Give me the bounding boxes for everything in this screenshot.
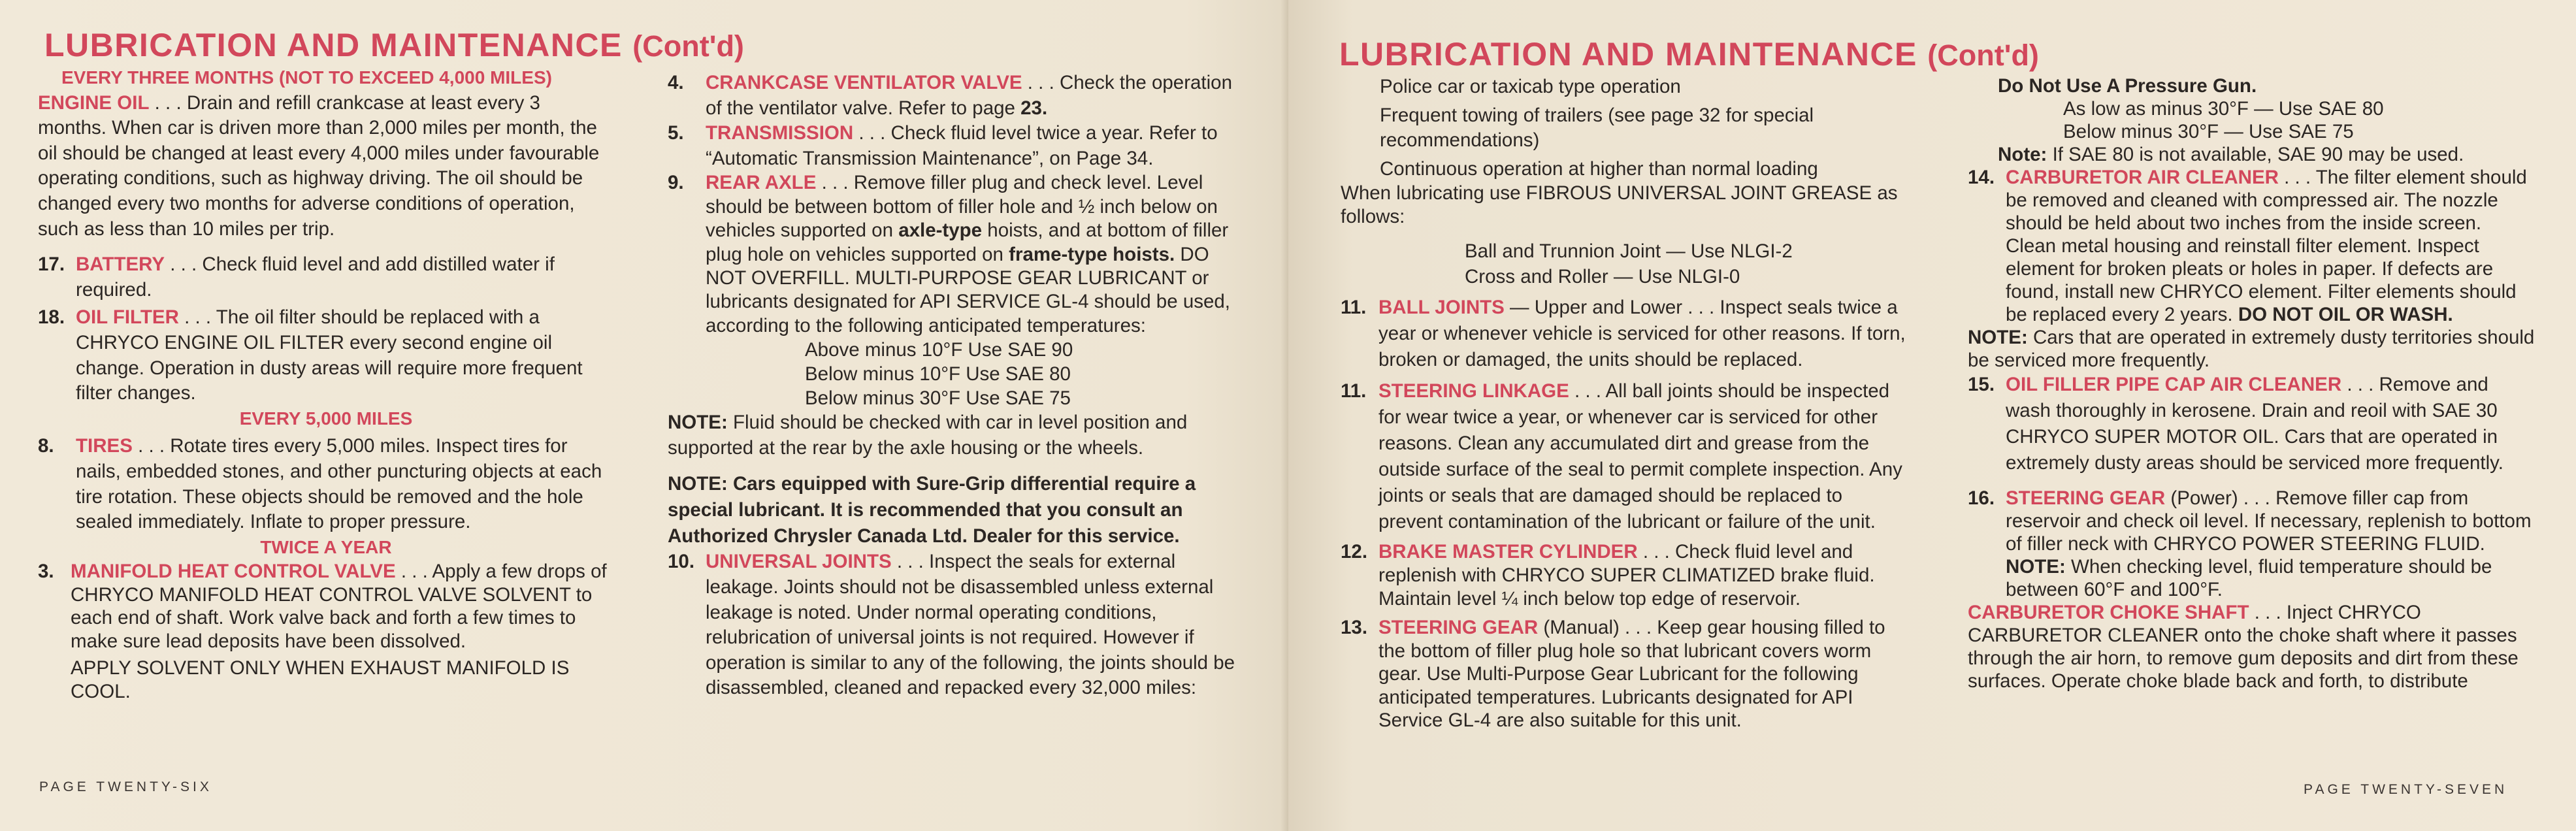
item-text: . . . Apply a few drops of CHRYCO MANIFOLD HEAT CONTROL VALVE SOLVENT to each end of shaft. Work valve back and forth a few times to make sure lead deposits have been dissolved. — [71, 561, 607, 652]
temp-row: Below minus 10°F Use SAE 80 — [805, 363, 1071, 385]
item-text: — Upper and Lower . . . Inspect seals twice a year or whenever vehicle is serviced for other reasons. If torn, broken or damaged, the units should be replaced. — [1378, 297, 1906, 371]
item-text: . . . Remove and wash thoroughly in kerosene. Drain and reoil with SAE 30 CHRYCO SUPER MOTOR OIL. Cars that are operated in extremely dusty areas should be serviced more frequently. — [2006, 374, 2503, 474]
item-15-oil-filler-cap-cleaner — [1968, 372, 2536, 476]
item-heading: TRANSMISSION — [706, 122, 854, 144]
item-text: . . . Inspect the seals for external leakage. Joints should not be disassembled unless external leakage is noted. Under normal operating conditions, relubrication of universal joints is not required. However if operation is similar to any of the following, the joints should be disassembled, cleaned and repacked every 32,000 miles: — [706, 551, 1235, 699]
item-text: . . . Check fluid level and add distilled water if required. — [76, 253, 555, 301]
item-16-steering-gear-power — [1968, 487, 2536, 555]
note-label: Note: — [1998, 144, 2047, 165]
item-number: 15. — [1968, 374, 1995, 395]
note-sure-grip: NOTE: Cars equipped with Sure-Grip differential require a special lubricant. It is recommended that you consult an Authorized Chrysler Canada Ltd. Dealer for this service. — [668, 473, 1196, 547]
title-main: LUBRICATION AND MAINTENANCE — [1339, 36, 1917, 73]
item-warning-text: APPLY SOLVENT ONLY WHEN EXHAUST MANIFOLD IS COOL. — [71, 657, 570, 702]
item-number: 16. — [1968, 487, 1995, 509]
low-temperature-table — [1968, 97, 2536, 143]
item-text: . . . Check the operation of the ventilator valve. Refer to page — [706, 72, 1232, 119]
note-text: If SAE 80 is not available, SAE 90 may be used. — [2047, 144, 2464, 165]
item-heading: STEERING GEAR — [2006, 487, 2166, 509]
item-heading: BATTERY — [76, 253, 165, 276]
item-text: . . . Check fluid level and replenish with CHRYCO SUPER CLIMATIZED brake fluid. Maintain level ¼ inch below top edge of reservoir. — [1378, 541, 1875, 610]
item-text: . . . Remove filler cap from reservoir and check oil level. If necessary, replenish to bottom of filler neck with CHRYCO POWER STEERING FLUID. — [2006, 487, 2532, 555]
item-text: . . . The filter element should be removed and cleaned with compressed air. The nozzle should be held about two inches from the inside screen. Clean metal housing and reinstall filter element. Inspect element for broken pleats or holes in paper. If defects are found, install new CHRYCO element. Filter elements should be replaced every 2 years. — [2006, 167, 2527, 325]
item-text: . . . The oil filter should be replaced with a CHRYCO ENGINE OIL FILTER every second engine oil change. Operation in dusty areas will require more frequent filter changes. — [76, 306, 583, 404]
item-heading: BALL JOINTS — [1378, 297, 1505, 319]
item-heading: CARBURETOR AIR CLEANER — [2006, 167, 2279, 188]
item-heading: UNIVERSAL JOINTS — [706, 551, 892, 573]
note-sae — [1968, 143, 2536, 166]
item-number: 11. — [1341, 297, 1367, 319]
page-number-left: PAGE TWENTY-SIX — [39, 779, 212, 794]
item-number: 4. — [668, 72, 684, 93]
grease-list — [1341, 239, 1909, 289]
item-11-steering-linkage — [1341, 378, 1909, 535]
item-text: . . . Rotate tires every 5,000 miles. Inspect tires for nails, embedded stones, and other puncturing objects at each tire rotation. These objects should be removed and the hole sealed immediately. Inflate to proper pressure. — [76, 435, 602, 533]
carburetor-choke-shaft-entry — [1968, 601, 2536, 692]
item-number: 14. — [1968, 167, 1995, 188]
item-text: hoists, and at bottom of filler plug hole on vehicles supported on — [706, 220, 1229, 265]
right-column-2 — [1968, 74, 2536, 692]
page-title — [1339, 38, 2039, 71]
page-title — [44, 29, 744, 61]
item-text: . . . All ball joints should be inspected for wear twice a year, or whenever car is serviced for other reasons. Clean any accumulated dirt and grease from the outside surface of the seal to permit complete inspection. Any joints or seals that are damaged should be replaced to prevent contamination of the lubricant or failure of the unit. — [1378, 380, 1902, 533]
item-text: . . . Check fluid level twice a year. Refer to “Automatic Transmission Maintenance”, on Page 34. — [706, 122, 1218, 169]
grease-instruction: When lubricating use FIBROUS UNIVERSAL JOINT GREASE as follows: — [1341, 182, 1898, 227]
note-label: NOTE: — [668, 412, 728, 434]
right-page — [1288, 0, 2576, 831]
temperature-table — [668, 338, 1248, 410]
item-9-rear-axle — [668, 171, 1248, 338]
temp-row: Below minus 30°F Use SAE 75 — [805, 387, 1071, 410]
item-number: 3. — [38, 561, 54, 583]
temp-row: Above minus 10°F Use SAE 90 — [805, 339, 1073, 361]
item-number: 12. — [1341, 541, 1368, 563]
grease-item: Cross and Roller — Use NLGI-0 — [1465, 265, 1740, 287]
item-12-brake-master-cylinder — [1341, 540, 1909, 611]
item-text: DO NOT OVERFILL. MULTI-PURPOSE GEAR LUBRICANT or lubricants designated for API SERVICE GL-4 should be used, according to the following anticipated temperatures: — [706, 243, 1230, 336]
item-heading: OIL FILLER PIPE CAP AIR CLEANER — [2006, 374, 2342, 395]
right-column-1 — [1341, 74, 1909, 732]
temp-row: Below minus 30°F — Use SAE 75 — [2063, 121, 2354, 142]
item-heading: REAR AXLE — [706, 172, 817, 194]
temp-row: As low as minus 30°F — Use SAE 80 — [2063, 98, 2384, 120]
item-number: 10. — [668, 551, 695, 573]
item-heading: CARBURETOR CHOKE SHAFT — [1968, 602, 2249, 623]
item-bold-text: DO NOT OIL OR WASH. — [2238, 304, 2453, 325]
item-8-tires — [38, 434, 614, 534]
item-number: 8. — [38, 435, 54, 457]
note-label: NOTE: — [1968, 327, 2028, 348]
item-18-oil-filter — [38, 305, 614, 406]
item-text: . . . Inject CHRYCO CARBURETOR CLEANER onto the choke shaft where it passes through the air horn, to remove gum deposits and dirt from these surfaces. Operate choke blade back and forth, to distribute — [1968, 602, 2519, 692]
note-text: When checking level, fluid temperature should be between 60°F and 100°F. — [2006, 556, 2492, 600]
item-13-steering-gear-manual — [1341, 616, 1909, 732]
item-10-universal-joints — [668, 549, 1248, 701]
item-4-crankcase-valve — [668, 71, 1248, 121]
item-text: . . . Remove filler plug and check level. Level should be between bottom of filler hole and ½ inch below on vehicles supported on — [706, 172, 1218, 242]
title-cont: (Cont'd) — [1927, 39, 2039, 72]
title-cont: (Cont'd) — [632, 29, 744, 63]
item-heading: CRANKCASE VENTILATOR VALVE — [706, 72, 1022, 93]
item-heading: STEERING GEAR — [1378, 617, 1539, 639]
page-number-right: PAGE TWENTY-SEVEN — [2304, 782, 2508, 797]
engine-oil-heading: ENGINE OIL — [38, 91, 150, 114]
item-14-carburetor-air-cleaner — [1968, 166, 2536, 326]
condition-item: Police car or taxicab type operation — [1380, 76, 1681, 97]
section-heading-5000-miles: EVERY 5,000 MILES — [239, 408, 413, 429]
item-3-warning — [38, 657, 614, 703]
item-number: 11. — [1341, 380, 1367, 402]
item-number: 9. — [668, 172, 684, 194]
item-heading: MANIFOLD HEAT CONTROL VALVE — [71, 561, 396, 583]
item-subtitle: (Power) — [2165, 487, 2238, 509]
item-heading: TIRES — [76, 435, 133, 457]
note-text: Cars that are operated in extremely dusty territories should be serviced more frequently. — [1968, 327, 2535, 371]
engine-oil-text: . . . Drain and refill crankcase at least every 3 months. When car is driven more than 2,000 miles per month, the oil should be changed at least every 4,000 miles under favourable operating conditions, such as highway driving. The oil should be changed every two months for adverse conditions of operation, such as less than 10 miles per trip. — [38, 91, 600, 240]
pressure-gun-warning: Do Not Use A Pressure Gun. — [1998, 75, 2257, 97]
operating-conditions — [1341, 74, 1909, 182]
item-text: . . . Keep gear housing filled to the bottom of filler plug hole so that lubricant covers worm gear. Use Multi-Purpose Gear Lubricant for the following anticipated temperatures. Lubricants designated for API Service GL-4 are also suitable for this unit. — [1378, 617, 1885, 732]
item-16-note — [1968, 555, 2536, 601]
item-heading: STEERING LINKAGE — [1378, 380, 1569, 402]
left-column-2 — [668, 71, 1248, 701]
condition-item: Continuous operation at higher than normal loading — [1380, 158, 1818, 180]
item-3-manifold-heat-valve — [38, 560, 614, 653]
item-page-ref: 23. — [1020, 97, 1048, 119]
item-subtitle: (Manual) — [1538, 617, 1620, 639]
item-heading: OIL FILTER — [76, 306, 179, 329]
item-11-ball-joints — [1341, 295, 1909, 373]
grease-item: Ball and Trunnion Joint — Use NLGI-2 — [1465, 240, 1793, 262]
note-level-check — [668, 410, 1248, 461]
engine-oil-entry — [38, 91, 614, 242]
item-heading: BRAKE MASTER CYLINDER — [1378, 541, 1638, 563]
item-number: 13. — [1341, 617, 1368, 639]
item-bold-text: axle-type — [898, 220, 983, 242]
item-bold-text: frame-type hoists. — [1009, 243, 1175, 265]
left-column-1 — [38, 65, 614, 703]
section-heading-three-months: EVERY THREE MONTHS (NOT TO EXCEED 4,000 MILES) — [61, 67, 552, 88]
item-number: 17. — [38, 253, 65, 276]
item-number: 18. — [38, 306, 65, 329]
item-5-transmission — [668, 121, 1248, 171]
title-main: LUBRICATION AND MAINTENANCE — [44, 27, 623, 63]
item-number: 5. — [668, 122, 684, 144]
condition-item: Frequent towing of trailers (see page 32 for special recommendations) — [1380, 105, 1814, 151]
note-dusty — [1968, 326, 2536, 372]
note-label: NOTE: — [2006, 556, 2066, 578]
item-17-battery — [38, 252, 614, 302]
note-text: Fluid should be checked with car in level position and supported at the rear by the axle housing or the wheels. — [668, 412, 1188, 459]
section-heading-twice-a-year: TWICE A YEAR — [260, 536, 392, 557]
